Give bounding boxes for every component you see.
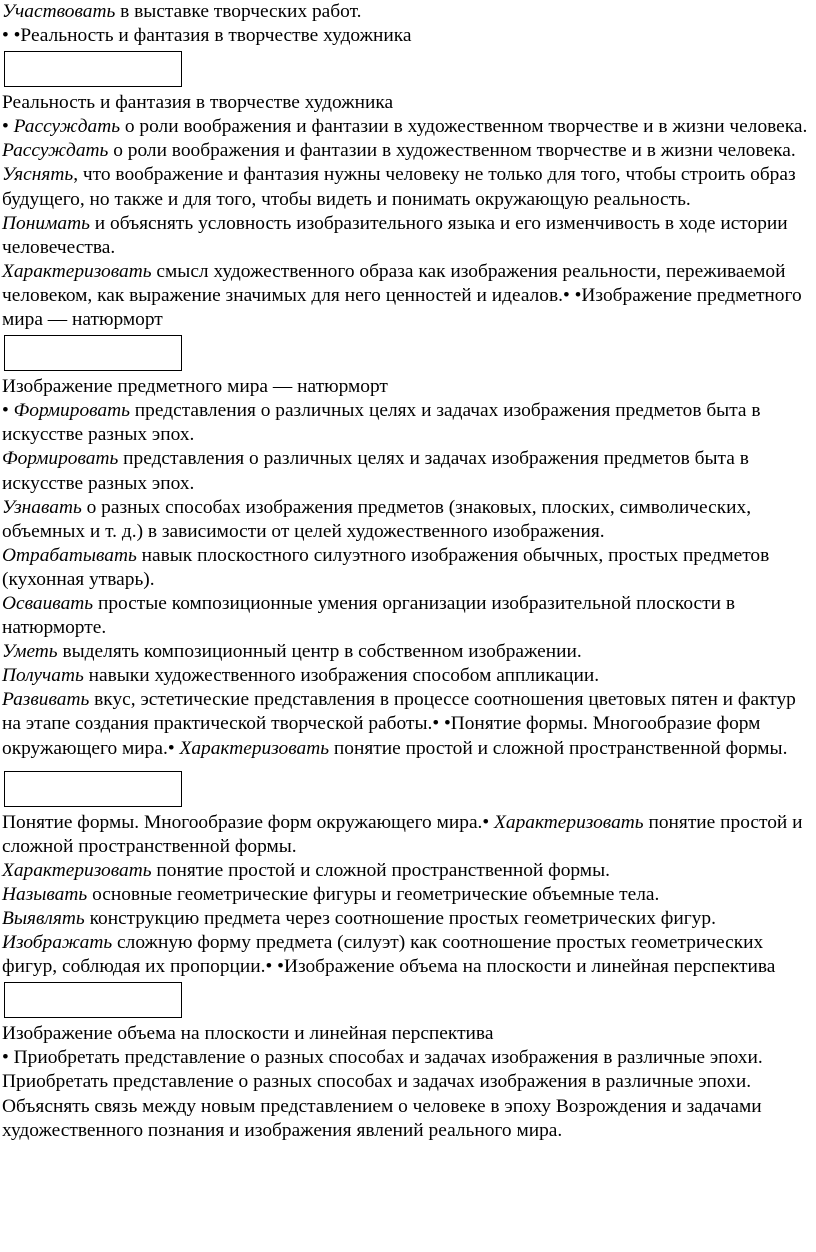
- list-item: Характеризовать смысл художественного образа как изображения реальности, переживаемой человеком, как выражение значимых для него ценностей и идеалов.• •Изображение предметного мира — натюрморт: [2, 260, 802, 331]
- paragraph-participate: Участвовать в выставке творческих работ.: [2, 1, 362, 22]
- list-item: Изображать сложную форму предмета (силуэт) как соотношение простых геометрических фигур, соблюдая их пропорции.• •Изображение объема на плоскости и линейная перспектива: [2, 932, 776, 978]
- list-item: Уяснять, что воображение и фантазия нужны человеку не только для того, чтобы строить образ будущего, но также и для того, чтобы видеть и понимать окружающую реальность.: [2, 164, 796, 210]
- list-item: Понимать и объяснять условность изобразительного языка и его изменчивость в ходе истории человечества.: [2, 212, 788, 258]
- list-item: Уметь выделять композиционный центр в собственном изображении.: [2, 641, 582, 663]
- empty-box: [4, 982, 182, 1018]
- section-heading-reality: • •Реальность и фантазия в творчестве художника: [2, 25, 412, 47]
- bullet-item: • Формировать представления о различных целях и задачах изображения предметов быта в искусстве разных эпох.: [2, 400, 761, 446]
- list-item: Рассуждать о роли воображения и фантазии в художественном творчестве и в жизни человека.: [2, 140, 796, 162]
- bullet-icon: •: [2, 116, 9, 138]
- list-item: Выявлять конструкцию предмета через соотношение простых геометрических фигур.: [2, 908, 716, 929]
- bullet-item: • Рассуждать о роли воображения и фантазии в художественном творчестве и в жизни человека.: [2, 116, 808, 138]
- list-item: Приобретать представление о разных способах и задачах изображения в различные эпохи.: [2, 1071, 752, 1093]
- list-item: Отрабатывать навык плоскостного силуэтного изображения обычных, простых предметов (кухонная утварь).: [2, 544, 770, 590]
- bullet-item: • Приобретать представление о разных способах и задачах изображения в различные эпохи.: [2, 1047, 763, 1069]
- section-title-form: Понятие формы. Многообразие форм окружающего мира.• Характеризовать понятие простой и сложной пространственной формы.: [2, 811, 803, 857]
- empty-box: [4, 51, 182, 87]
- list-item: Получать навыки художественного изображения способом аппликации.: [2, 665, 600, 687]
- empty-box: [4, 771, 182, 807]
- section-title-reality: Реальность и фантазия в творчестве художника: [2, 92, 394, 114]
- section-title-still-life: Изображение предметного мира — натюрморт: [2, 376, 388, 398]
- list-item: Формировать представления о различных целях и задачах изображения предметов быта в искусстве разных эпох.: [2, 448, 749, 494]
- section-title-perspective: Изображение объема на плоскости и линейная перспектива: [2, 1023, 494, 1045]
- list-item: Объяснять связь между новым представлением о человеке в эпоху Возрождения и задачами художественного познания и изображения явлений реального мира.: [2, 1095, 762, 1141]
- empty-box: [4, 335, 182, 371]
- list-item: Узнавать о разных способах изображения предметов (знаковых, плоских, символических, объемных и т. д.) в зависимости от целей художественного изображения.: [2, 496, 752, 542]
- bullet-icon: •: [2, 400, 9, 422]
- list-item: Называть основные геометрические фигуры и геометрические объемные тела.: [2, 883, 660, 905]
- list-item: Характеризовать понятие простой и сложной пространственной формы.: [2, 859, 610, 881]
- list-item: Осваивать простые композиционные умения организации изобразительной плоскости в натюрморте.: [2, 592, 736, 639]
- list-item: Развивать вкус, эстетические представления в процессе соотношения цветовых пятен и фактур на этапе создания практической творческой работы.• •Понятие формы. Многообразие форм окружающего мира.• Характеризовать понятие простой и сложной пространственной формы.: [2, 689, 796, 759]
